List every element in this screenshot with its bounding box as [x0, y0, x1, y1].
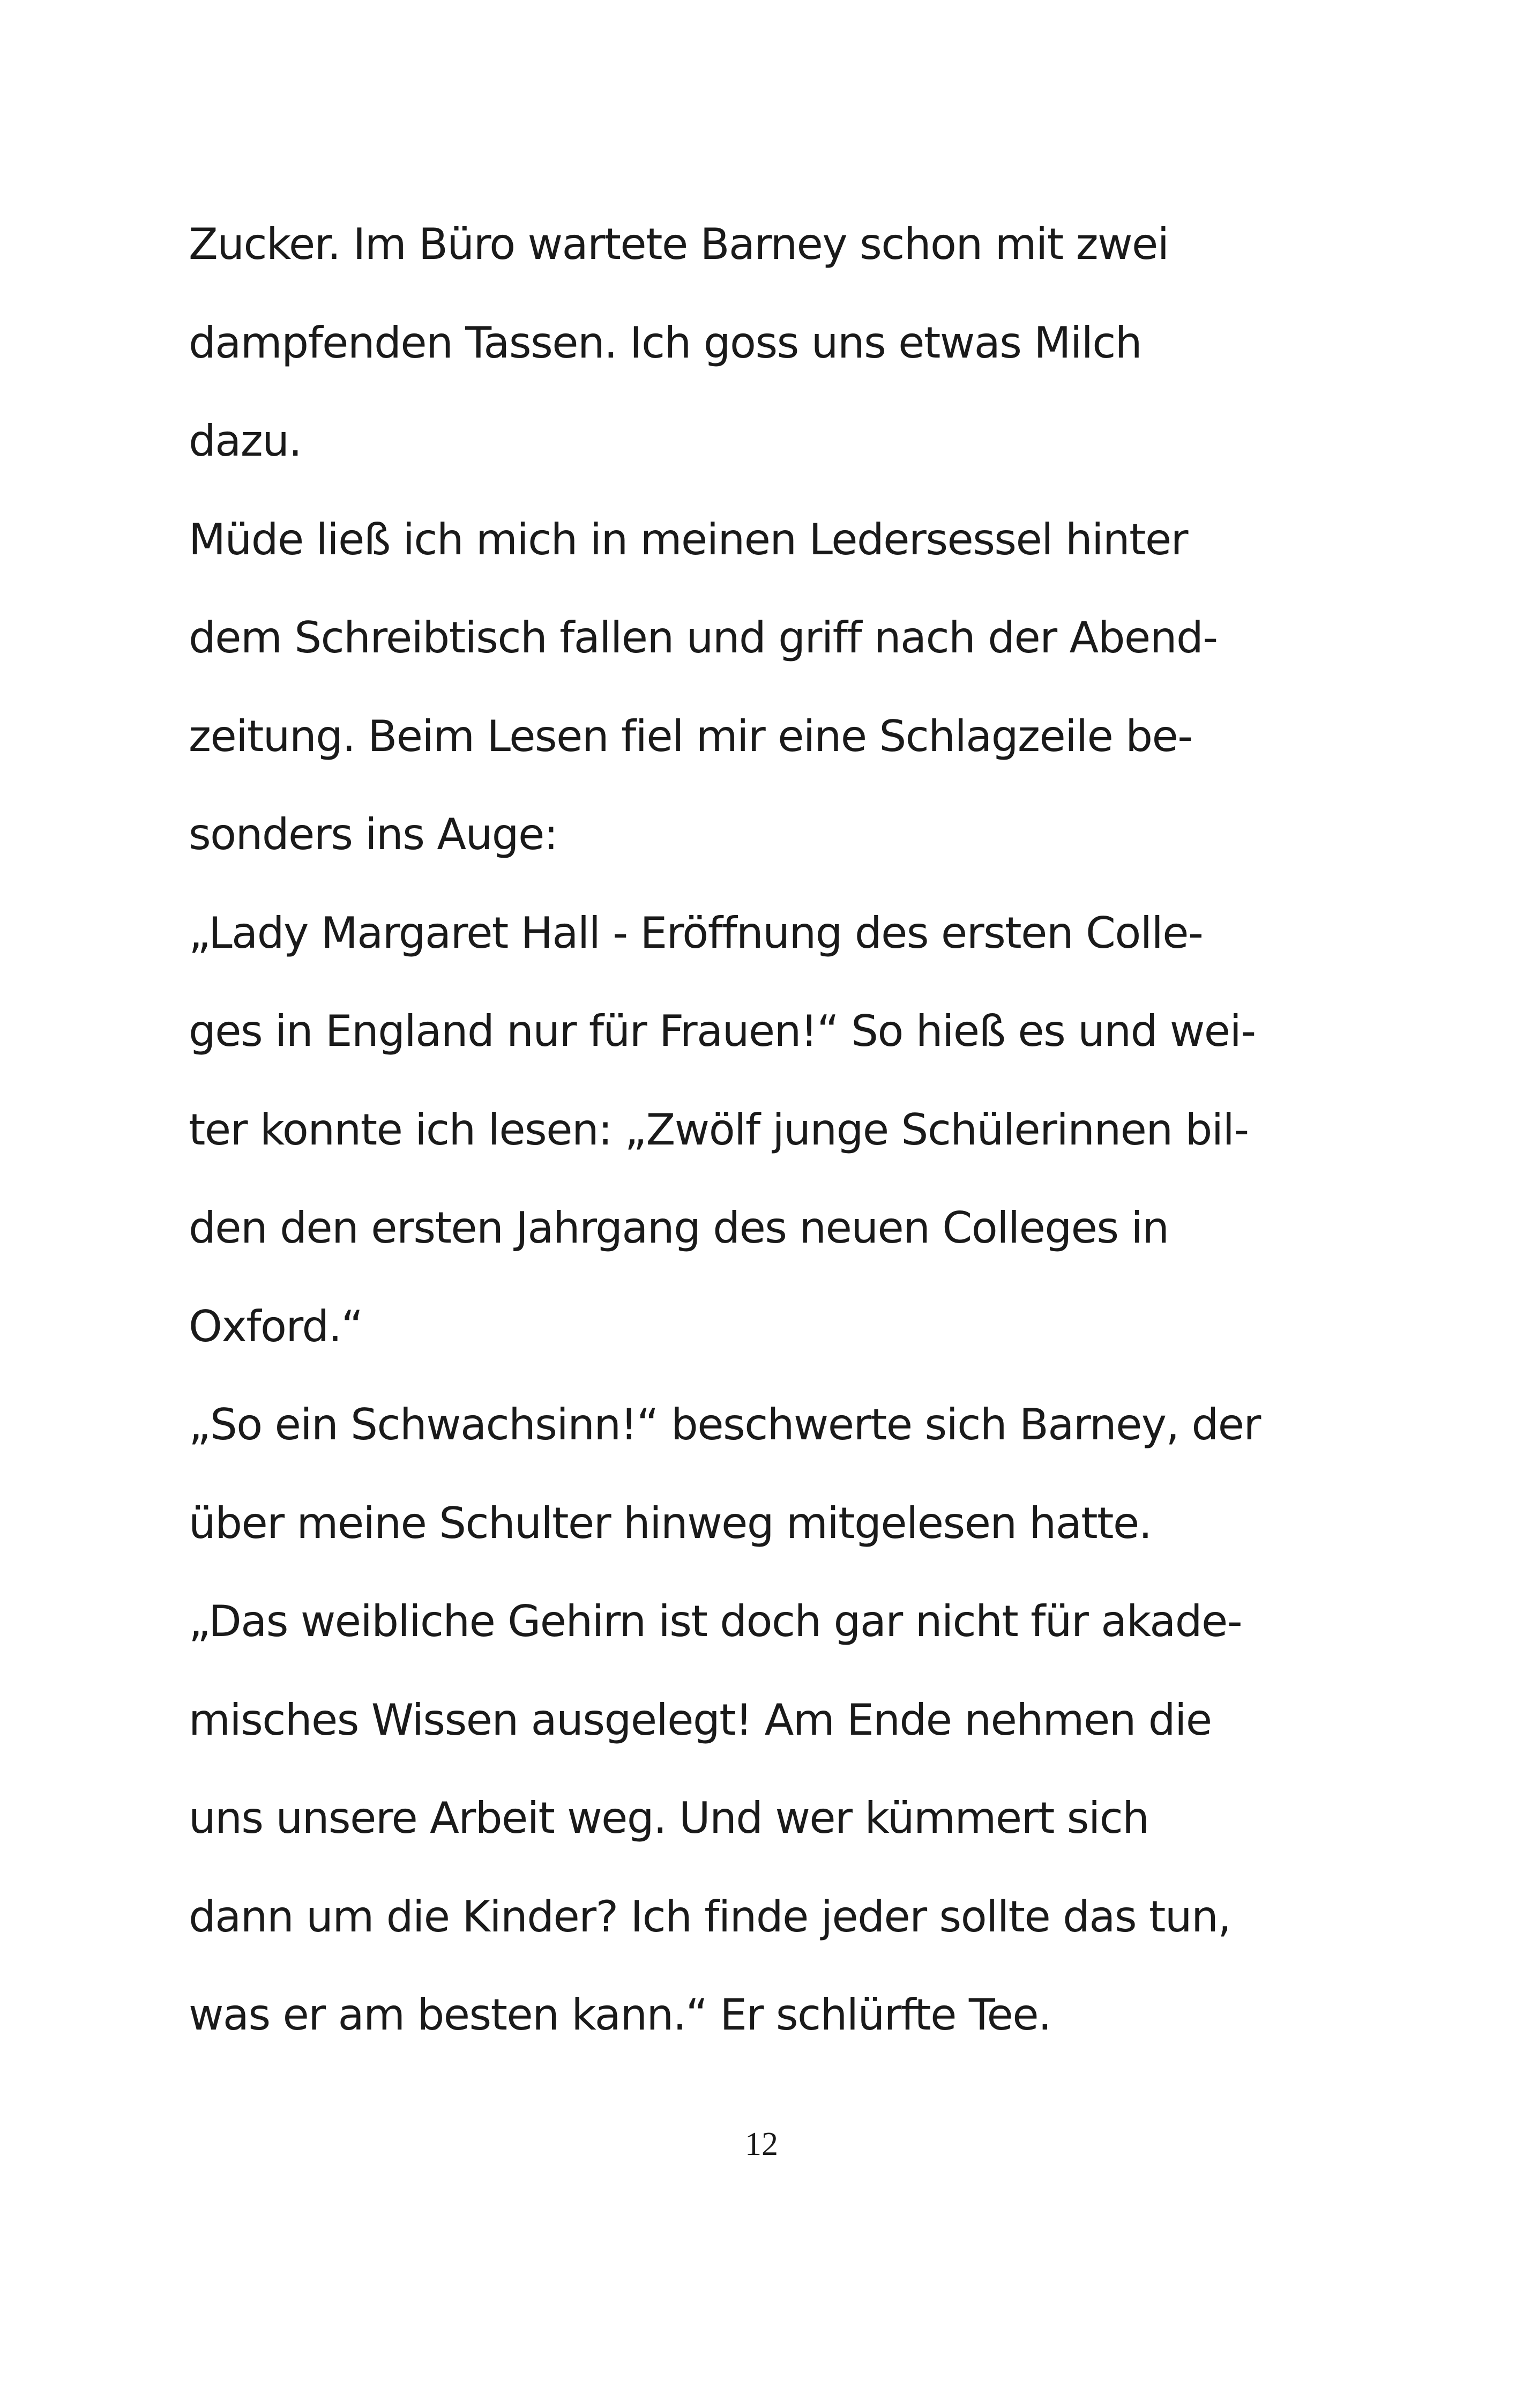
body-text [189, 207, 1341, 2076]
text-line: „So ein Schwachsinn!“ beschwerte sich Barney, der [189, 1400, 1260, 1450]
text-line: zeitung. Beim Lesen fiel mir eine Schlagzeile be- [189, 711, 1192, 761]
text-line: über meine Schulter hinweg mitgelesen hatte. [189, 1498, 1152, 1548]
text-line: den den ersten Jahrgang des neuen Colleges in [189, 1203, 1169, 1253]
text-line: uns unsere Arbeit weg. Und wer kümmert sich [189, 1793, 1149, 1843]
text-line: „Lady Margaret Hall - Eröffnung des ersten Colle- [189, 908, 1203, 958]
text-line: ter konnte ich lesen: „Zwölf junge Schülerinnen bil- [189, 1104, 1249, 1155]
text-line: dann um die Kinder? Ich finde jeder sollte das tun, [189, 1891, 1231, 1942]
text-line: sonders ins Auge: [189, 809, 558, 859]
text-line: Oxford.“ [189, 1301, 363, 1351]
text-line: was er am besten kann.“ Er schlürfte Tee. [189, 1990, 1051, 2040]
text-line: Müde ließ ich mich in meinen Ledersessel hinter [189, 514, 1188, 564]
text-line: „Das weibliche Gehirn ist doch gar nicht für akade- [189, 1596, 1242, 1646]
text-line: dampfenden Tassen. Ich goss uns etwas Milch [189, 317, 1142, 368]
text-line: Zucker. Im Büro wartete Barney schon mit zwei [189, 219, 1169, 269]
text-line: ges in England nur für Frauen!“ So hieß es und wei- [189, 1006, 1256, 1056]
text-line: dem Schreibtisch fallen und griff nach der Abend- [189, 613, 1218, 663]
text-line: misches Wissen ausgelegt! Am Ende nehmen die [189, 1694, 1212, 1745]
text-line: dazu. [189, 416, 302, 466]
page-number: 12 [745, 2126, 778, 2162]
